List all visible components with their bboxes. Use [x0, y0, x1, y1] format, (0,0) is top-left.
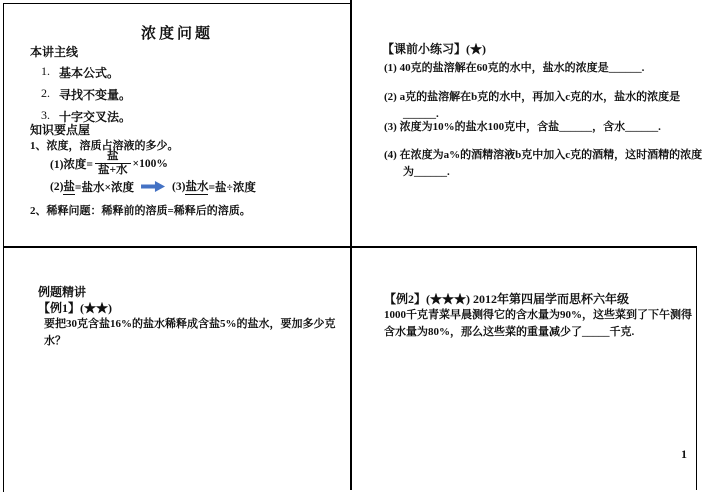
example2-question: 1000千克青菜早晨测得它的含水量为90%，这些菜到了下午测得含水量为80%，那么这些菜的重量减少了_____千克.: [384, 309, 692, 339]
warmup-heading: 【课前小练习】(★): [382, 42, 486, 56]
fraction-denominator: 盐+水: [95, 163, 131, 178]
slide-example-2: [352, 248, 697, 496]
formula2-left-number: (2): [50, 180, 64, 193]
fraction-numerator: 盐: [107, 150, 119, 162]
warmup-question-1: (1) 40克的盐溶解在60克的水中，盐水的浓度是______.: [384, 62, 645, 74]
formula2-right-number: (3): [172, 180, 186, 193]
slide-example-1: [4, 248, 350, 496]
outline-item: [41, 64, 119, 81]
example1-question: 要把30克含盐16%的盐水稀释成含盐5%的盐水，要加多少克水？: [44, 318, 336, 348]
salt-formula-row: [50, 178, 256, 195]
knowledge-point-2: 2、稀释问题：稀释前的溶质=稀释后的溶质。: [30, 205, 251, 217]
formula2-left-rest: =盐水×浓度: [74, 181, 135, 194]
page-number: 1: [681, 447, 687, 461]
formula2-right-rest: =盐÷浓度: [208, 181, 256, 194]
formula2-right-subject: 盐水: [185, 178, 208, 195]
page-title: 浓度问题: [140, 26, 213, 42]
outline-item-text: 寻找不变量。: [59, 88, 132, 102]
warmup-question-4: (4) 在浓度为a%的酒精溶液b克中加入c克的酒精，这时酒精的浓度为______.: [384, 149, 702, 179]
slide-warmup-exercises: [352, 0, 702, 246]
slide-knowledge-summary: [4, 4, 350, 246]
outline-item-text: 基本公式。: [59, 66, 120, 80]
formula-prefix: (1)浓度=: [50, 158, 93, 171]
right-arrow-icon: [141, 181, 165, 192]
outline-item-text: 十字交叉法。: [59, 110, 132, 124]
outline-item-number: 3.: [41, 108, 50, 122]
formula-suffix: ×100%: [132, 157, 168, 170]
fraction: [95, 150, 131, 177]
warmup-question-2: (2) a克的盐溶解在b克的水中，再加入c克的水，盐水的浓度是______.: [384, 91, 681, 121]
warmup-question-3: (3) 浓度为10%的盐水100克中，含盐______，含水______.: [384, 121, 661, 133]
knowledge-points-heading: 知识要点屋: [30, 123, 91, 137]
concentration-formula: [50, 150, 168, 177]
knowledge-point-1: 1、浓度，溶质占溶液的多少。: [30, 140, 179, 152]
outline-heading: 本讲主线: [30, 45, 79, 59]
formula2-left-subject: 盐: [63, 178, 75, 195]
examples-heading: 例题精讲: [38, 285, 87, 299]
outline-item-number: 2.: [41, 86, 50, 100]
outline-item: [41, 86, 131, 103]
example1-label: 【例1】(★★): [38, 301, 112, 315]
example2-label: 【例2】(★★★) 2012年第四届学而思杯六年级: [384, 292, 629, 306]
outline-item-number: 1.: [41, 64, 50, 78]
